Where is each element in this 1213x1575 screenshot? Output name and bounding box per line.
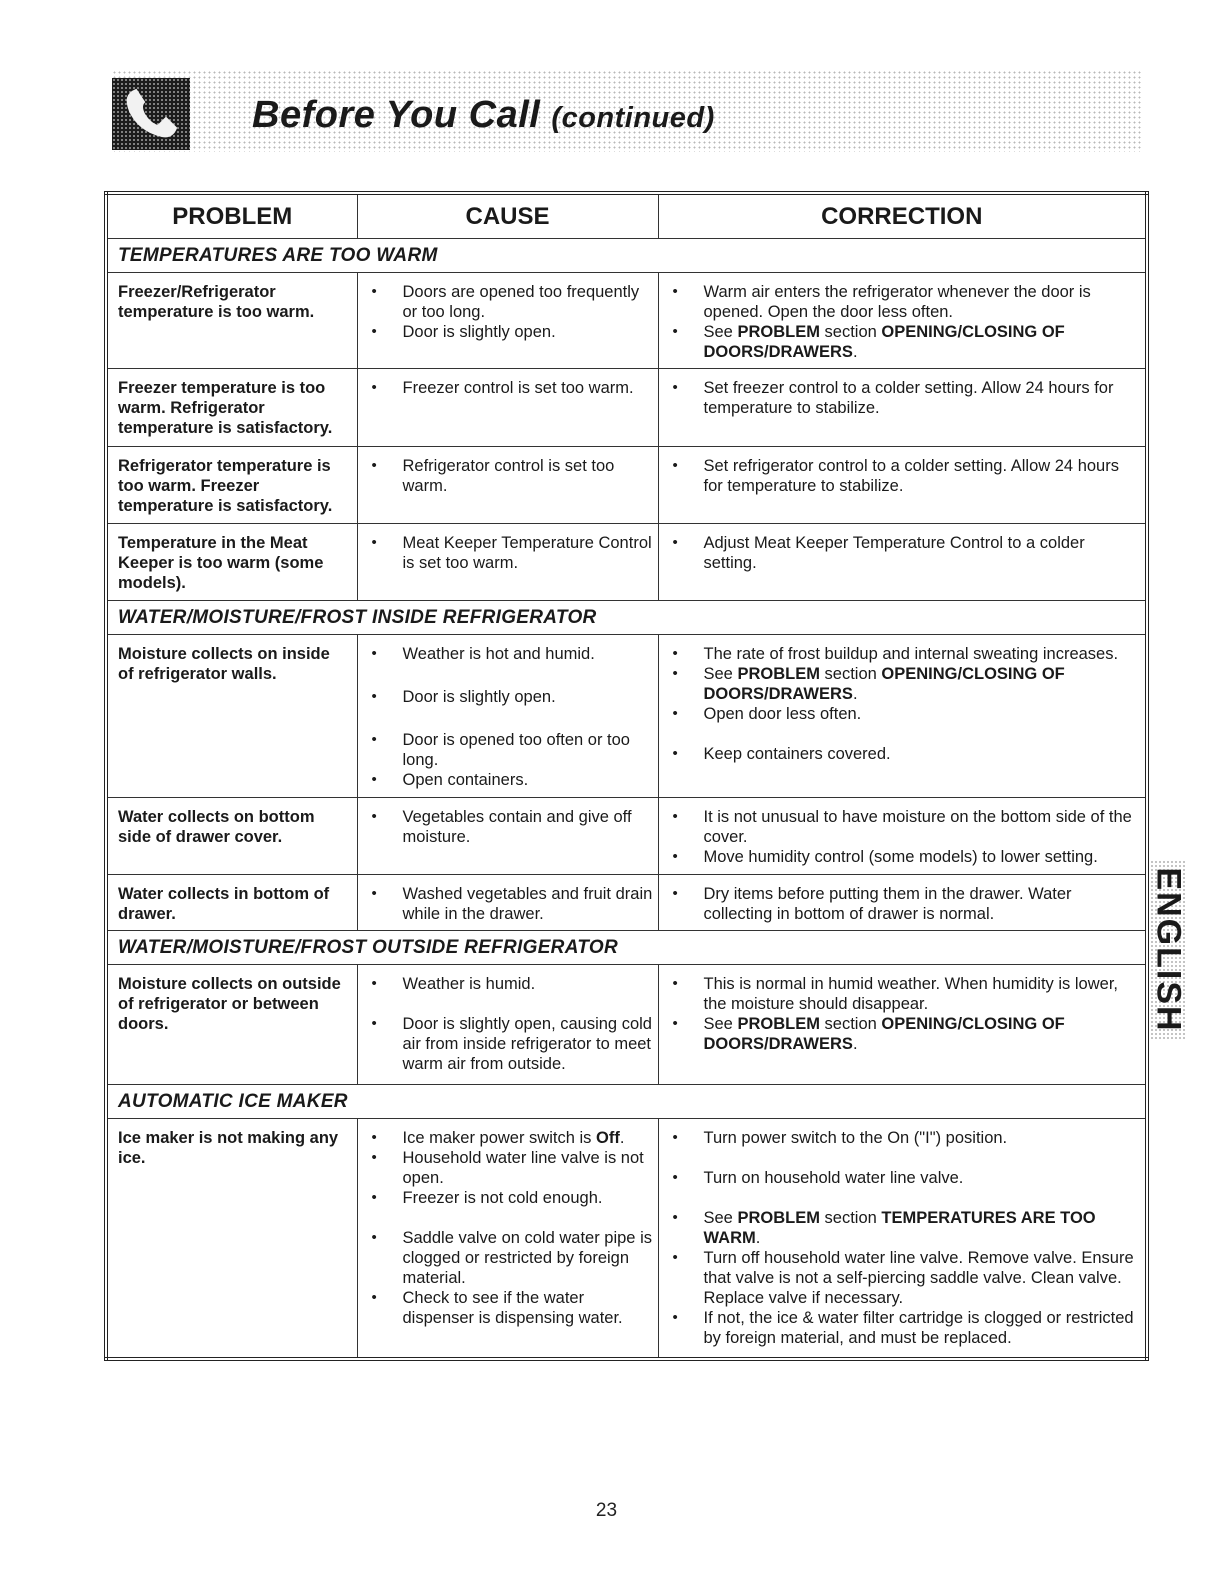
cause-item: • Open containers. bbox=[366, 770, 654, 790]
cause-cell bbox=[357, 273, 658, 369]
section-title: TEMPERATURES ARE TOO WARM bbox=[106, 239, 1147, 273]
correction-item: • Turn power switch to the On ("I") position. bbox=[667, 1128, 1142, 1148]
page-subtitle: (continued) bbox=[551, 102, 715, 134]
column-header-cause: CAUSE bbox=[357, 193, 658, 239]
cause-item: • Weather is hot and humid. bbox=[366, 644, 654, 664]
correction-cell bbox=[658, 273, 1147, 369]
correction-cell bbox=[658, 798, 1147, 875]
problem-cell: Temperature in the Meat Keeper is too warm (some models). bbox=[106, 524, 357, 601]
cause-item: • Washed vegetables and fruit drain while in the drawer. bbox=[366, 884, 654, 924]
correction-item: • See PROBLEM section OPENING/CLOSING OF DOORS/DRAWERS. bbox=[667, 322, 1142, 362]
section-heading-row bbox=[106, 601, 1147, 635]
cause-item: • Check to see if the water dispenser is dispensing water. bbox=[366, 1288, 654, 1328]
cause-item: • Freezer is not cold enough. bbox=[366, 1188, 654, 1208]
column-header-correction: CORRECTION bbox=[658, 193, 1147, 239]
table-header-row bbox=[106, 193, 1147, 239]
language-label: ENGLISH bbox=[1149, 867, 1188, 1033]
cause-item: • Door is opened too often or too long. bbox=[366, 730, 654, 770]
correction-item: • See PROBLEM section TEMPERATURES ARE TOO WARM. bbox=[667, 1208, 1142, 1248]
page-title: Before You Call (continued) bbox=[252, 94, 715, 136]
cause-cell bbox=[357, 875, 658, 931]
correction-item: • Set freezer control to a colder setting. Allow 24 hours for temperature to stabilize. bbox=[667, 378, 1142, 418]
cause-item: • Household water line valve is not open. bbox=[366, 1148, 654, 1188]
cause-item: • Meat Keeper Temperature Control is set too warm. bbox=[366, 533, 654, 573]
cause-item: • Door is slightly open. bbox=[366, 322, 654, 342]
cause-cell bbox=[357, 447, 658, 524]
cause-item: • Weather is humid. bbox=[366, 974, 654, 994]
correction-cell bbox=[658, 524, 1147, 601]
problem-cell: Freezer temperature is too warm. Refrigerator temperature is satisfactory. bbox=[106, 369, 357, 447]
cause-item: • Ice maker power switch is Off. bbox=[366, 1128, 654, 1148]
section-title: WATER/MOISTURE/FROST INSIDE REFRIGERATOR bbox=[106, 601, 1147, 635]
correction-item: • Turn on household water line valve. bbox=[667, 1168, 1142, 1188]
correction-item: • See PROBLEM section OPENING/CLOSING OF DOORS/DRAWERS. bbox=[667, 1014, 1142, 1054]
problem-cell: Moisture collects on inside of refrigerator walls. bbox=[106, 635, 357, 798]
problem-cell: Water collects in bottom of drawer. bbox=[106, 875, 357, 931]
page-header bbox=[112, 70, 1142, 152]
section-heading-row bbox=[106, 931, 1147, 965]
column-header-problem: PROBLEM bbox=[106, 193, 357, 239]
problem-cell: Freezer/Refrigerator temperature is too warm. bbox=[106, 273, 357, 369]
correction-cell bbox=[658, 1119, 1147, 1359]
language-side-tab bbox=[1150, 860, 1186, 1040]
problem-cell: Ice maker is not making any ice. bbox=[106, 1119, 357, 1359]
problem-cell: Water collects on bottom side of drawer cover. bbox=[106, 798, 357, 875]
correction-cell bbox=[658, 447, 1147, 524]
cause-cell bbox=[357, 1119, 658, 1359]
cause-item: • Refrigerator control is set too warm. bbox=[366, 456, 654, 496]
correction-item: • Adjust Meat Keeper Temperature Control to a colder setting. bbox=[667, 533, 1142, 573]
table-row bbox=[106, 524, 1147, 601]
cause-cell bbox=[357, 965, 658, 1085]
cause-item: • Saddle valve on cold water pipe is clogged or restricted by foreign material. bbox=[366, 1228, 654, 1288]
correction-item: • Open door less often. bbox=[667, 704, 1142, 724]
cause-cell bbox=[357, 798, 658, 875]
section-title: AUTOMATIC ICE MAKER bbox=[106, 1085, 1147, 1119]
correction-cell bbox=[658, 635, 1147, 798]
correction-item: • This is normal in humid weather. When humidity is lower, the moisture should disappear. bbox=[667, 974, 1142, 1014]
table-row bbox=[106, 447, 1147, 524]
problem-cell: Refrigerator temperature is too warm. Freezer temperature is satisfactory. bbox=[106, 447, 357, 524]
troubleshooting-table bbox=[104, 191, 1149, 1361]
correction-item: • See PROBLEM section OPENING/CLOSING OF DOORS/DRAWERS. bbox=[667, 664, 1142, 704]
correction-item: • It is not unusual to have moisture on the bottom side of the cover. bbox=[667, 807, 1142, 847]
cause-cell bbox=[357, 524, 658, 601]
cause-item: • Door is slightly open. bbox=[366, 687, 654, 707]
table-row bbox=[106, 875, 1147, 931]
section-title: WATER/MOISTURE/FROST OUTSIDE REFRIGERATOR bbox=[106, 931, 1147, 965]
correction-item: • Move humidity control (some models) to lower setting. bbox=[667, 847, 1142, 867]
correction-cell bbox=[658, 875, 1147, 931]
section-heading-row bbox=[106, 1085, 1147, 1119]
table-row bbox=[106, 369, 1147, 447]
correction-item: • The rate of frost buildup and internal sweating increases. bbox=[667, 644, 1142, 664]
cause-cell bbox=[357, 635, 658, 798]
correction-cell bbox=[658, 369, 1147, 447]
page-number: 23 bbox=[595, 1500, 618, 1521]
correction-item: • Turn off household water line valve. Remove valve. Ensure that valve is not a self-piercing saddle valve. Clean valve. Replace valve if necessary. bbox=[667, 1248, 1142, 1308]
table-row bbox=[106, 273, 1147, 369]
correction-cell bbox=[658, 965, 1147, 1085]
correction-item: • Keep containers covered. bbox=[667, 744, 1142, 764]
correction-item: • Dry items before putting them in the drawer. Water collecting in bottom of drawer is normal. bbox=[667, 884, 1142, 924]
table-row bbox=[106, 798, 1147, 875]
table-row bbox=[106, 635, 1147, 798]
cause-item: • Freezer control is set too warm. bbox=[366, 378, 654, 398]
cause-cell bbox=[357, 369, 658, 447]
correction-item: • Set refrigerator control to a colder setting. Allow 24 hours for temperature to stabilize. bbox=[667, 456, 1142, 496]
phone-icon bbox=[112, 78, 190, 150]
problem-cell: Moisture collects on outside of refrigerator or between doors. bbox=[106, 965, 357, 1085]
table-row bbox=[106, 1119, 1147, 1359]
correction-item: • Warm air enters the refrigerator whenever the door is opened. Open the door less often. bbox=[667, 282, 1142, 322]
cause-item: • Door is slightly open, causing cold air from inside refrigerator to meet warm air from outside. bbox=[366, 1014, 654, 1074]
cause-item: • Vegetables contain and give off moisture. bbox=[366, 807, 654, 847]
correction-item: • If not, the ice & water filter cartridge is clogged or restricted by foreign material, and must be replaced. bbox=[667, 1308, 1142, 1348]
cause-item: • Doors are opened too frequently or too long. bbox=[366, 282, 654, 322]
table-row bbox=[106, 965, 1147, 1085]
section-heading-row bbox=[106, 239, 1147, 273]
